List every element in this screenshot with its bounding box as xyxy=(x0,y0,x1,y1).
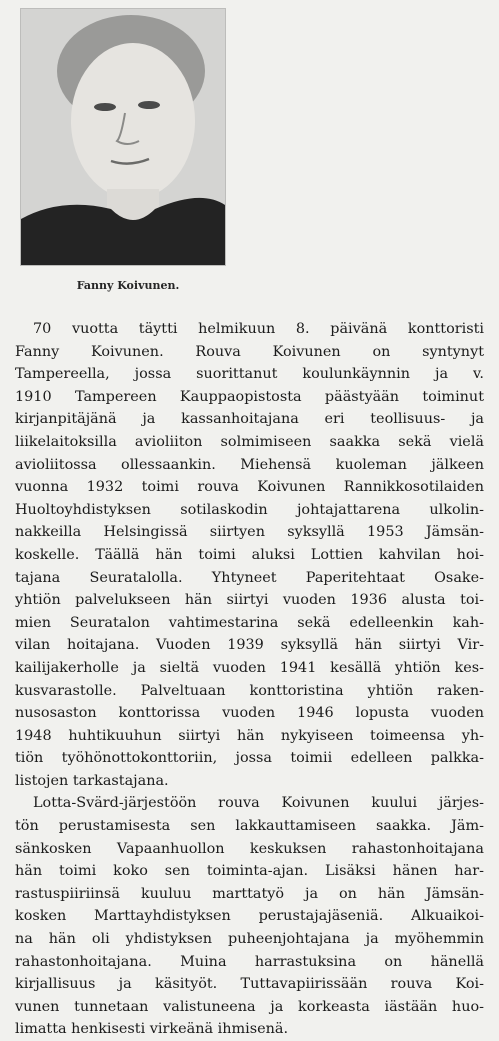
article-line: kirjanpitäjänä ja kassanhoitajana eri teollisuus- ja xyxy=(15,411,484,428)
portrait-image xyxy=(21,9,225,265)
article-line: kailijakerholle ja sieltä vuoden 1941 kesällä yhtiön kes- xyxy=(15,659,484,676)
photo-caption: Fanny Koivunen. xyxy=(76,279,180,292)
article-line: 70 vuotta täytti helmikuun 8. päivänä konttoristi xyxy=(33,321,484,337)
article-line: Tampereella, jossa suorittanut koulunkäynnin ja v. xyxy=(15,366,484,383)
article-line: 1948 huhtikuuhun siirtyi hän nykyiseen toimeensa yh- xyxy=(15,727,484,744)
article-line: nusosaston konttorissa vuoden 1946 lopusta vuoden xyxy=(15,705,484,722)
article-line: Huoltoyhdistyksen sotilaskodin johtajattarena ulkolin- xyxy=(15,501,484,518)
article-line: kusvarastolle. Palveltuaan konttoristina yhtiön raken- xyxy=(15,682,484,699)
article-line: mien Seuratalon vahtimestarina sekä edelleenkin kah- xyxy=(15,614,484,631)
portrait-photo xyxy=(20,8,226,266)
article-line: yhtiön palvelukseen hän siirtyi vuoden 1936 alusta toi- xyxy=(15,592,484,609)
article-line: vunen tunnetaan valistuneena ja korkeasta iästään huo- xyxy=(15,998,484,1015)
article-line: vilan hoitajana. Vuoden 1939 syksyllä hän siirtyi Vir- xyxy=(15,637,484,654)
article-line: hän toimi koko sen toiminta-ajan. Lisäksi hänen har- xyxy=(15,863,484,880)
article-line: sänkosken Vapaanhuollon keskuksen rahastonhoitajana xyxy=(15,840,484,857)
article-line: avioliitossa ollessaankin. Miehensä kuoleman jälkeen xyxy=(15,456,484,473)
article-line: tön perustamisesta sen lakkauttamiseen saakka. Jäm- xyxy=(15,818,484,835)
article-line: Fanny Koivunen. Rouva Koivunen on syntynyt xyxy=(15,343,484,360)
article-line: tajana Seuratalolla. Yhtyneet Paperitehtaat Osake- xyxy=(15,569,484,586)
article-line: rahastonhoitajana. Muina harrastuksina on hänellä xyxy=(15,953,484,970)
article-line: listojen tarkastajana. xyxy=(15,772,169,789)
article-body xyxy=(15,318,484,1041)
article-line: liikelaitoksilla avioliiton solmimiseen saakka sekä vielä xyxy=(15,433,484,450)
article-line: kirjallisuus ja käsityöt. Tuttavapiirissään rouva Koi- xyxy=(15,976,484,993)
article-line: koskelle. Täällä hän toimi aluksi Lottien kahvilan hoi- xyxy=(15,546,484,563)
article-line: limatta henkisesti virkeänä ihmisenä. xyxy=(15,1021,289,1038)
article-line: rastuspiiriinsä kuuluu marttatyö ja on hän Jämsän- xyxy=(15,885,484,902)
article-line: na hän oli yhdistyksen puheenjohtajana ja myöhemmin xyxy=(15,931,484,948)
article-line: 1910 Tampereen Kauppaopistosta päästyään toiminut xyxy=(15,388,484,405)
article-line: Lotta-Svärd-järjestöön rouva Koivunen kuului järjes- xyxy=(33,795,484,812)
article-line: kosken Marttayhdistyksen perustajajäseniä. Alkuaikoi- xyxy=(15,908,484,925)
article-line: vuonna 1932 toimi rouva Koivunen Rannikkosotilaiden xyxy=(15,479,484,496)
article-line: nakkeilla Helsingissä siirtyen syksyllä 1953 Jämsän- xyxy=(15,524,484,541)
article-line: tiön työhönottokonttoriin, jossa toimii edelleen palkka- xyxy=(15,750,484,767)
